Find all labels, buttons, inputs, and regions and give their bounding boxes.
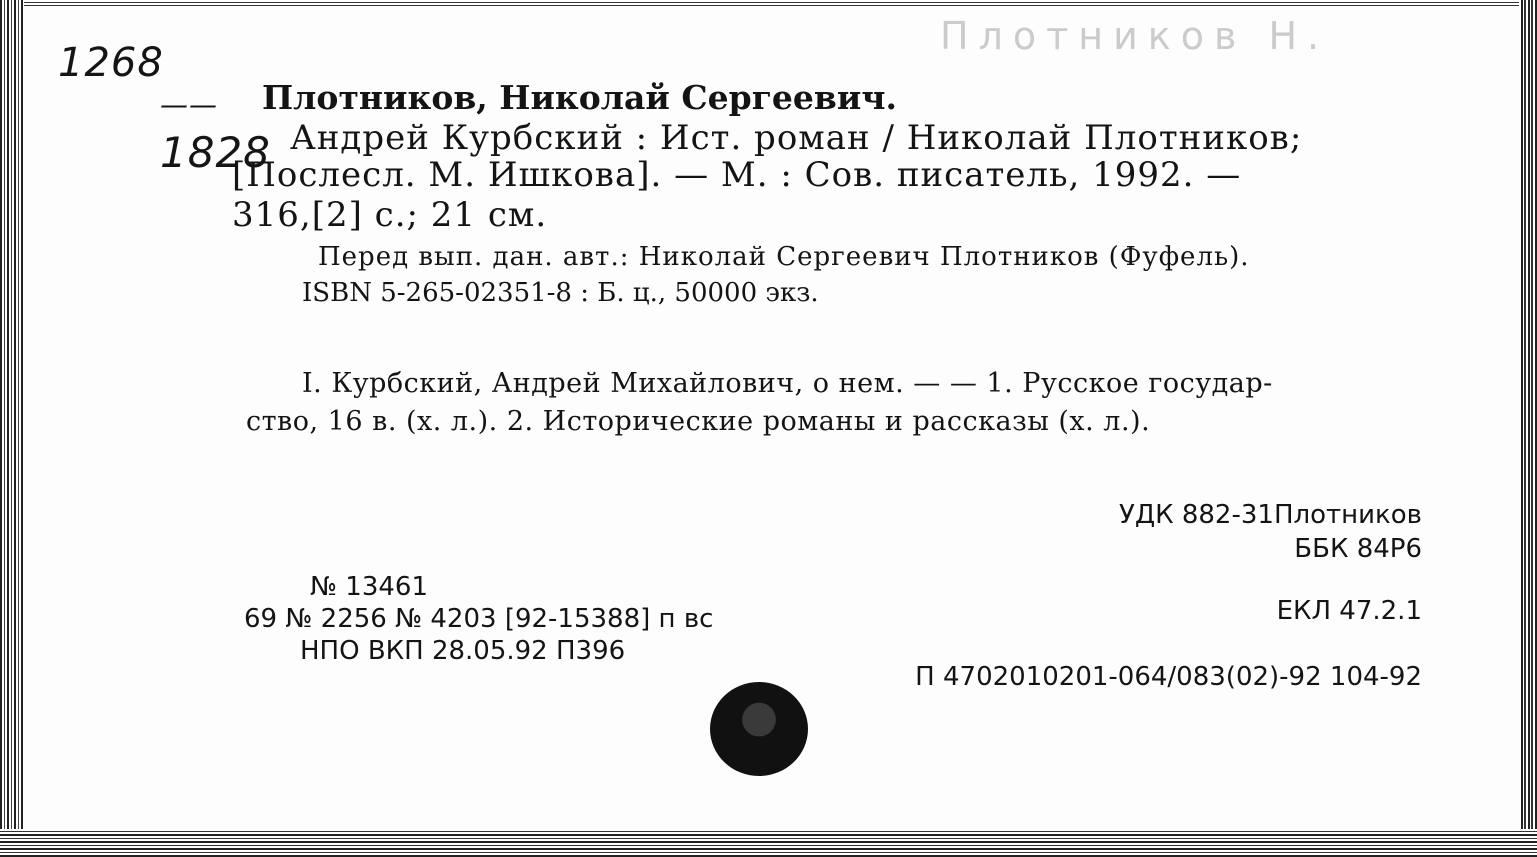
record-number-1: № 13461 bbox=[310, 572, 429, 602]
udk-code: УДК 882-31Плотников bbox=[1118, 500, 1422, 530]
scan-edge-left bbox=[0, 0, 24, 857]
isbn-line: ISBN 5-265-02351-8 : Б. ц., 50000 экз. bbox=[302, 278, 819, 308]
punch-hole bbox=[710, 682, 808, 776]
handwritten-number-bottom: 1828 bbox=[160, 128, 271, 177]
handwritten-dash: —— bbox=[160, 88, 218, 121]
bbk-code: ББК 84Р6 bbox=[1294, 534, 1422, 564]
scan-edge-right bbox=[1519, 0, 1537, 857]
record-number-2: 69 № 2256 № 4203 [92-15388] п вс bbox=[244, 604, 714, 634]
title-line-3: 316,[2] с.; 21 см. bbox=[232, 195, 548, 235]
faded-header-text: Плотников Н. bbox=[940, 14, 1330, 58]
record-number-3: НПО ВКП 28.05.92 П396 bbox=[300, 636, 626, 666]
title-line-2: [Послесл. М. Ишкова]. — М. : Сов. писатель, 1992. — bbox=[232, 155, 1242, 195]
p-number-code: П 4702010201-064/083(02)-92 104-92 bbox=[915, 662, 1422, 692]
author-note: Перед вып. дан. авт.: Николай Сергеевич Плотников (Фуфель). bbox=[318, 242, 1250, 272]
handwritten-number-top: 1268 bbox=[58, 40, 164, 86]
subject-line-2: ство, 16 в. (х. л.). 2. Исторические романы и рассказы (х. л.). bbox=[246, 406, 1151, 437]
author-heading: Плотников, Николай Сергеевич. bbox=[262, 78, 897, 117]
title-line-1: Андрей Курбский : Ист. роман / Николай Плотников; bbox=[290, 118, 1303, 158]
ekl-code: ЕКЛ 47.2.1 bbox=[1276, 596, 1422, 626]
subject-line-1: I. Курбский, Андрей Михайлович, о нем. — — 1. Русское государ- bbox=[302, 368, 1273, 399]
scan-edge-bottom bbox=[0, 829, 1537, 857]
scan-edge-top bbox=[0, 0, 1537, 6]
